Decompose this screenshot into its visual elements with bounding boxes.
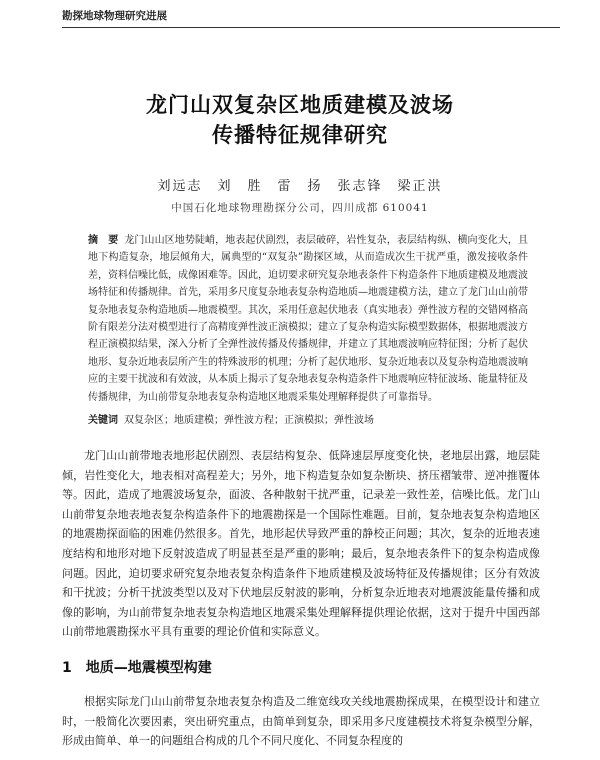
journal-running-header: 勘探地球物理研究进展 xyxy=(62,8,560,28)
abstract-label: 摘 要 xyxy=(88,235,119,246)
keywords-text: 双复杂区；地质建模；弹性波方程；正演模拟；弹性波场 xyxy=(124,415,374,426)
author-list: 刘远志 刘 胜 雷 扬 张志锋 梁正洪 xyxy=(157,179,443,194)
section-number: 1 xyxy=(62,660,72,676)
section-paragraph: 根据实际龙门山山前带复杂地表复杂构造及二维宽线攻关线地震勘探成果，在模型设计和建立时，一般简化次要因素，突出研究重点，由简单到复杂，即采用多尺度建模技术将复杂模型分解，形成由简单、单一的问题组合构成的几个不同尺度化、不同复杂程度的 xyxy=(62,695,540,748)
keywords-label: 关键词 xyxy=(88,415,118,426)
section-title: 地质—地震模型构建 xyxy=(85,660,212,676)
title-line-1: 龙门山双复杂区地质建模及波场 xyxy=(146,93,454,117)
section-heading xyxy=(62,657,212,677)
title-line-2: 传播特征规律研究 xyxy=(212,123,388,147)
abstract-text: 龙门山山区地势陡峭，地表起伏剧烈，表层破碎，岩性复杂，表层结构纵、横向变化大，且地下构造复杂，地层倾角大，属典型的“双复杂”勘探区域，从而造成次生干扰严重，激发接收条件差，资料信噪比低，成像困难等。因此，迫切要求研究复杂地表条件下构造条件下地质建模及地震波场特征和传播规律。首先，采用多尺度复杂地表复杂构造地质—地震建模方法，建立了龙门山山前带复杂地表复杂构造地质—地震模型。其次，采用任意起伏地表（真实地表）弹性波方程的交错网格高阶有限差分法对模型进行了高精度弹性波正演模拟；建立了复杂构造实际模型数据体，根据地震波方程正演模拟结果，深入分析了全弹性波传播及传播规律，并建立了其地震波响应特征图；分析了起伏地形、复杂近地表层所产生的特殊波形的机理；分析了起伏地形、复杂近地表以及复杂构造地震波响应的主要干扰波和有效波，从本质上揭示了复杂地表复杂构造条件下地震响应特征波场、能量特征及传播规律，为山前带复杂地表复杂构造地区地震采集处理解释提供了可靠指导。 xyxy=(88,235,529,403)
paper-title xyxy=(0,90,600,150)
abstract-block xyxy=(88,232,528,406)
author-affiliation: 中国石化地球物理勘探分公司，四川成都 610041 xyxy=(171,202,429,214)
intro-paragraph: 龙门山山前带地表地形起伏剧烈、表层结构复杂、低降速层厚度变化快，老地层出露，地层陡倾，岩性变化大，地表相对高程差大；另外，地下构造复杂如复杂断块、挤压褶皱带、逆冲推覆体等。因此，造成了地震波场复杂，面波、各种散射干扰严重，记录差一致性差，信噪比低。龙门山山前带复杂地表地表复杂构造条件下的地震勘探是一个国际性难题。目前，复杂地表复杂构造地区的地震勘探面临的困难仍然很多。首先，地形起伏导致严重的静校正问题；其次，复杂的近地表速度结构和地形对地下反射波造成了明显甚至是严重的影响；最后，复杂地表条件下的复杂构造成像问题。因此，迫切要求研究复杂地表复杂构造条件下地质建模及波场特征及传播规律；区分有效波和干扰波；分析干扰波类型以及对下伏地层反射波的影响，分析复杂近地表对地震波能量传播和成像的影响，为山前带复杂地表复杂构造地区地震采集处理解释提供理论依据，这对于提升中国西部山前带地震勘探水平具有重要的理论价值和实际意义。 xyxy=(62,449,540,639)
keywords-block xyxy=(88,413,528,429)
